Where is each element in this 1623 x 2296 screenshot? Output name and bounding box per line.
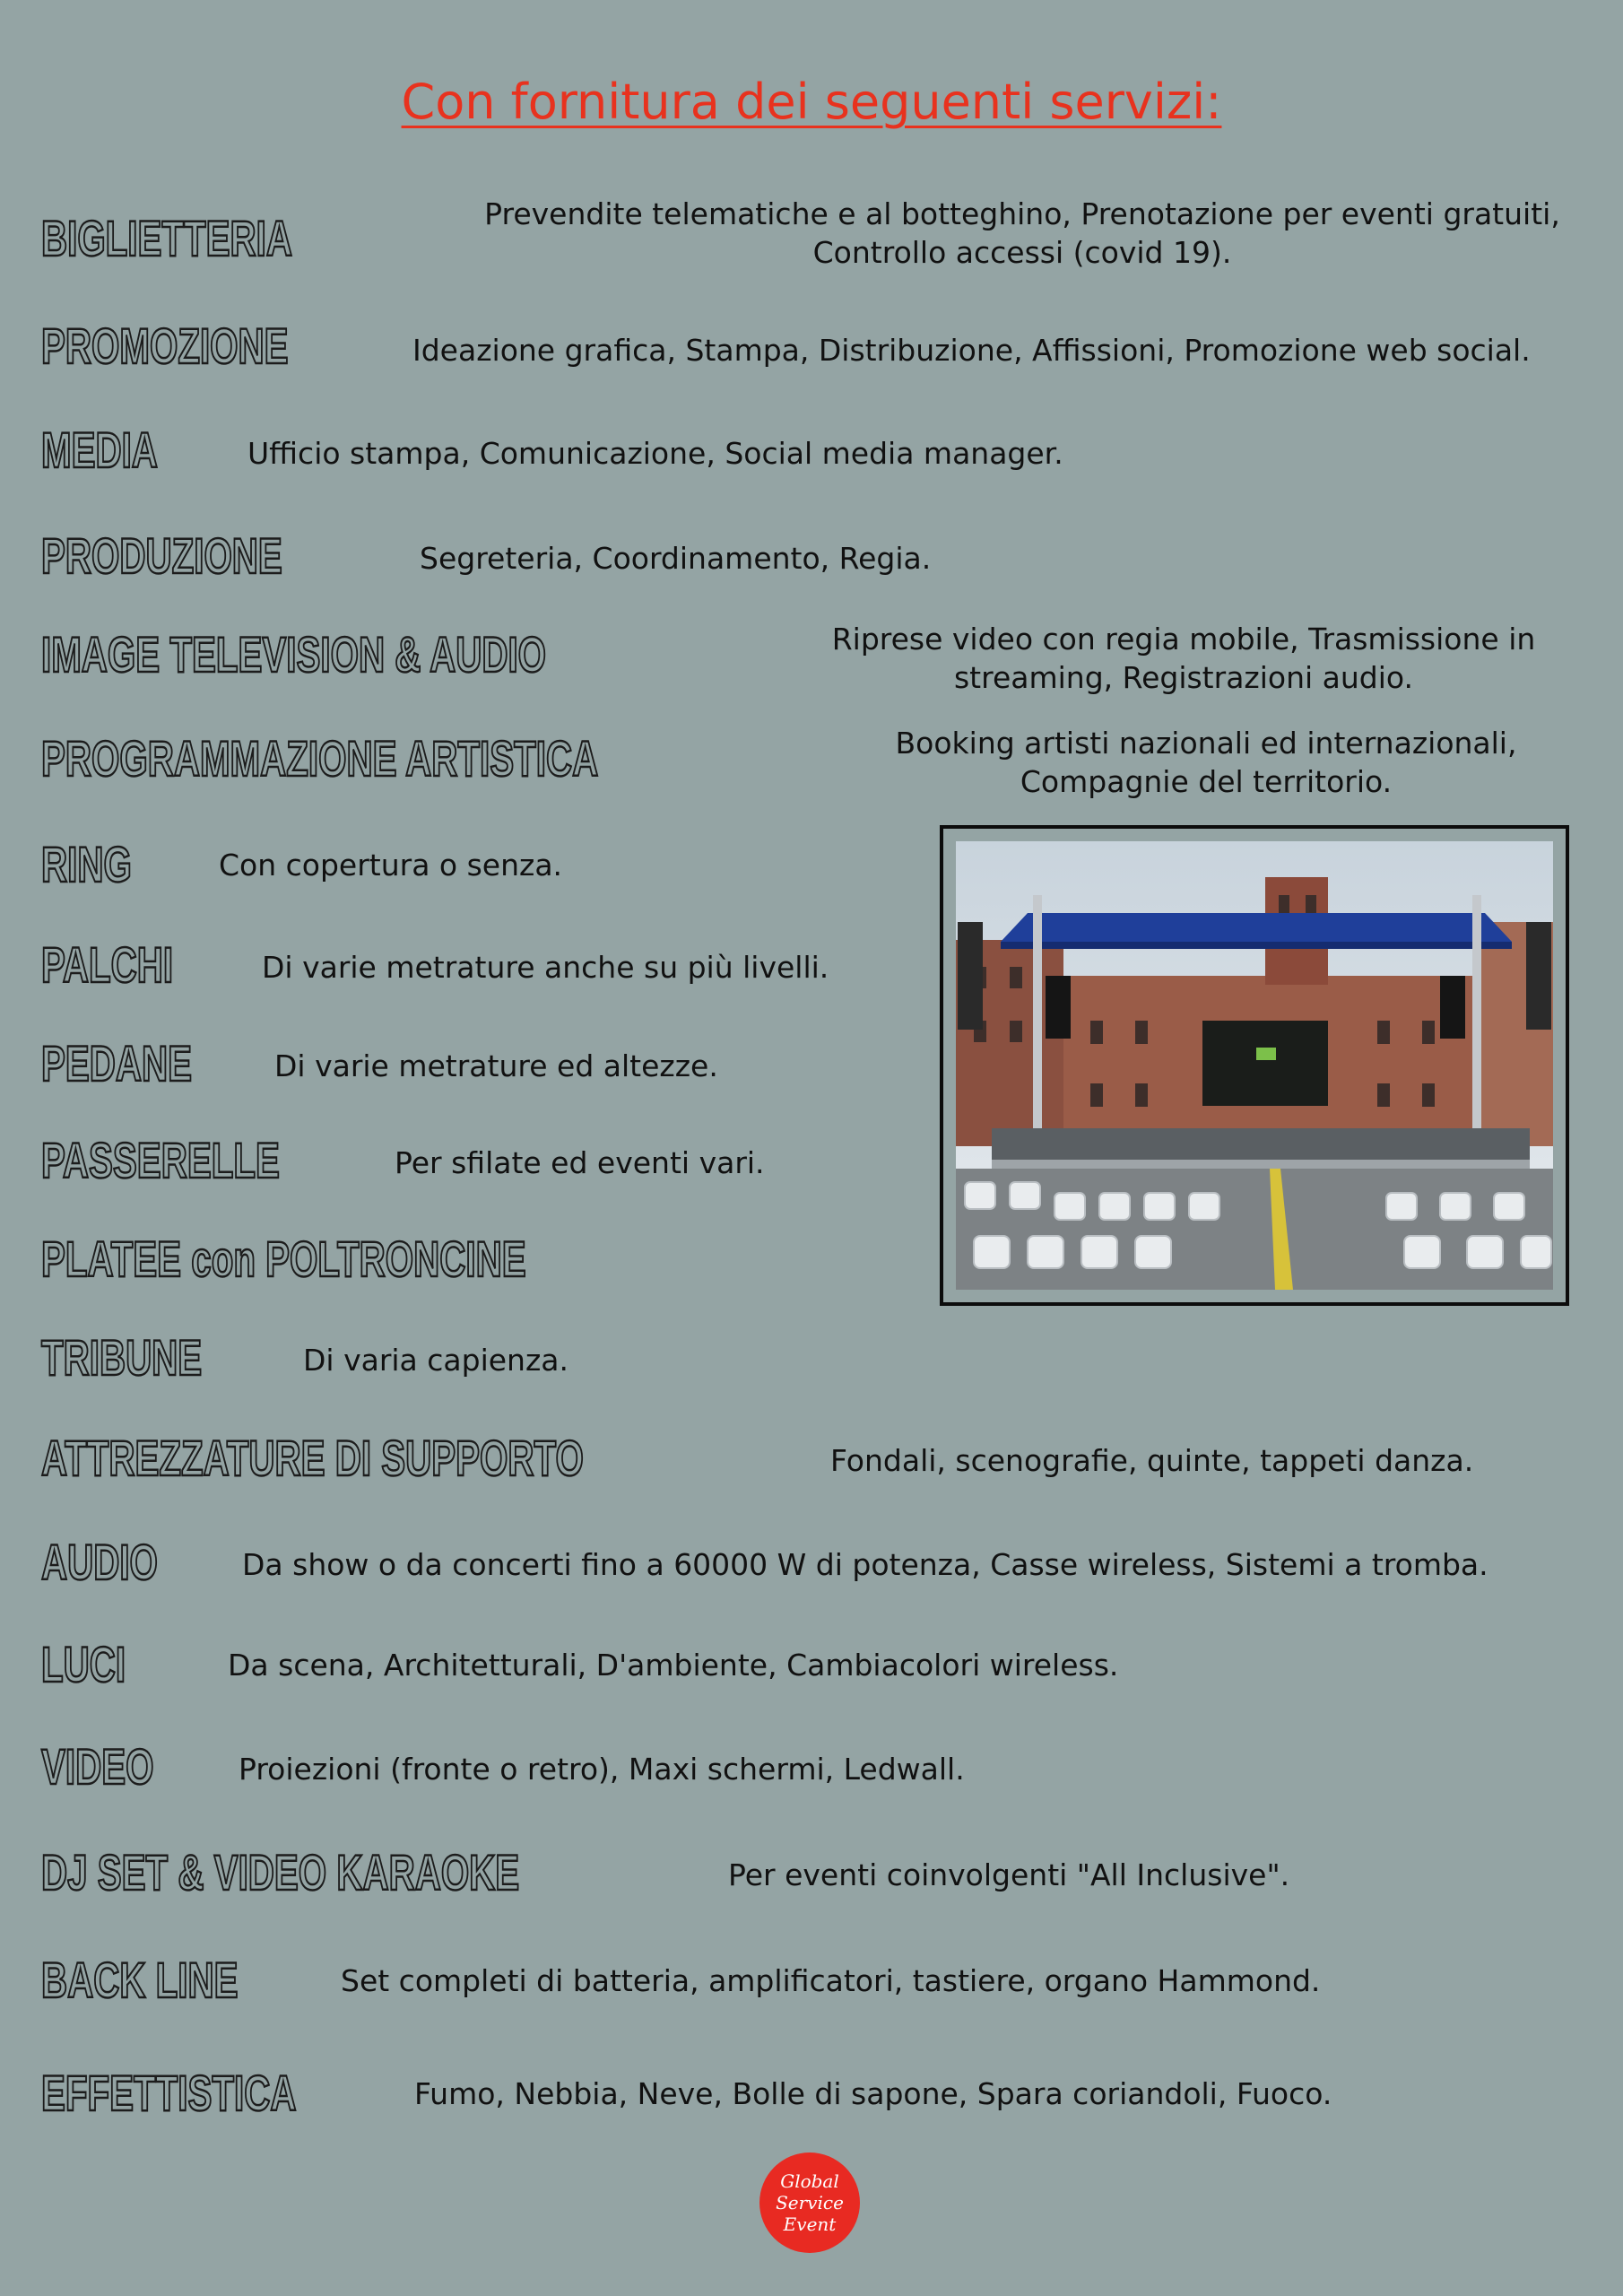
service-name: RING [41, 836, 132, 892]
service-name: MEDIA [41, 422, 158, 478]
service-name: EFFETTISTICA [41, 2065, 297, 2121]
service-name: PASSERELLE [41, 1132, 280, 1188]
logo-line-3: Event [783, 2213, 837, 2235]
service-name: PROGRAMMAZIONE ARTISTICA [41, 730, 599, 787]
service-description: Per eventi coinvolgenti "All Inclusive". [728, 1857, 1290, 1892]
service-name: TRIBUNE [41, 1329, 203, 1386]
service-description: Booking artisti nazionali ed internazionali, Compagnie del territorio. [895, 726, 1517, 799]
service-name: PROMOZIONE [41, 317, 289, 374]
service-name: PALCHI [41, 936, 174, 993]
global-service-event-logo [759, 2152, 860, 2253]
service-description: Segreteria, Coordinamento, Regia. [420, 541, 932, 576]
page-title: Con fornitura dei seguenti servizi: [401, 74, 1222, 130]
service-description: Fumo, Nebbia, Neve, Bolle di sapone, Spara coriandoli, Fuoco. [414, 2076, 1332, 2111]
service-name: PEDANE [41, 1035, 193, 1091]
logo-line-2: Service [776, 2192, 844, 2213]
service-description: Di varie metrature anche su più livelli. [262, 950, 829, 985]
service-name: PRODUZIONE [41, 527, 282, 584]
service-description: Di varie metrature ed altezze. [274, 1048, 718, 1083]
service-description: Ufficio stampa, Comunicazione, Social media manager. [247, 436, 1063, 471]
service-description: Con copertura o senza. [219, 848, 563, 883]
service-name: IMAGE TELEVISION & AUDIO [41, 626, 547, 683]
service-name: ATTREZZATURE DI SUPPORTO [41, 1430, 584, 1486]
service-description: Per sfilate ed eventi vari. [395, 1145, 765, 1180]
service-name: VIDEO [41, 1738, 154, 1795]
service-description: Ideazione grafica, Stampa, Distribuzione, Affissioni, Promozione web social. [412, 333, 1531, 368]
service-description: Fondali, scenografie, quinte, tappeti danza. [830, 1443, 1474, 1478]
service-description: Prevendite telematiche e al botteghino, Prenotazione per eventi gratuiti, Controllo accessi (covid 19). [484, 196, 1560, 270]
service-name: BACK LINE [41, 1952, 239, 2008]
service-description: Da show o da concerti fino a 60000 W di potenza, Casse wireless, Sistemi a tromba. [242, 1547, 1488, 1582]
stage-photo-image [956, 841, 1553, 1290]
service-description: Di varia capienza. [303, 1343, 569, 1378]
service-name: LUCI [41, 1636, 126, 1692]
service-description: Riprese video con regia mobile, Trasmissione in streaming, Registrazioni audio. [831, 622, 1536, 695]
service-name: DJ SET & VIDEO KARAOKE [41, 1844, 520, 1900]
service-description: Set completi di batteria, amplificatori, tastiere, organo Hammond. [341, 1963, 1321, 1998]
service-name: AUDIO [41, 1534, 158, 1590]
logo-line-1: Global [780, 2170, 839, 2192]
service-name: PLATEE con POLTRONCINE [41, 1231, 526, 1287]
stage-photo [940, 825, 1569, 1306]
service-description: Da scena, Architetturali, D'ambiente, Cambiacolori wireless. [228, 1648, 1119, 1683]
service-description: Proiezioni (fronte o retro), Maxi schermi, Ledwall. [239, 1752, 965, 1787]
service-name: BIGLIETTERIA [41, 210, 293, 266]
